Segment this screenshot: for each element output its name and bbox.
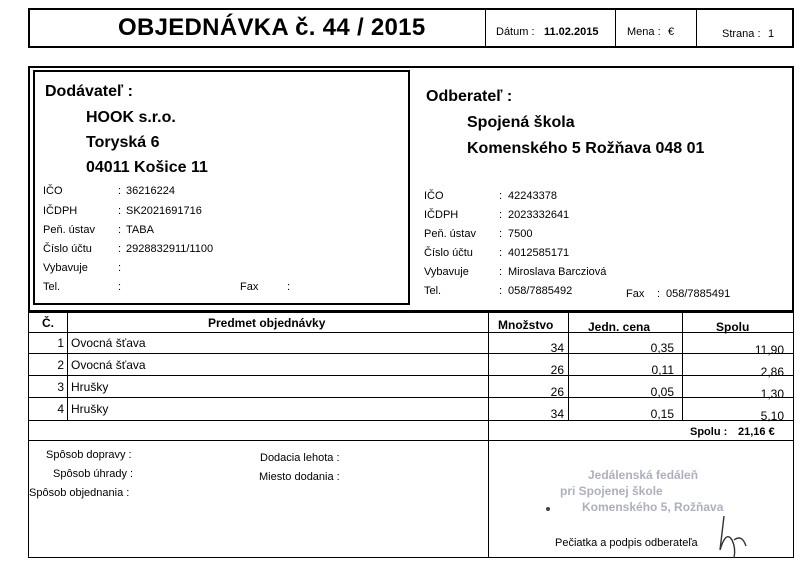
supplier-icdph-value: SK2021691716 [126, 205, 202, 217]
customer-icdph-value: 2023332641 [508, 209, 570, 221]
supplier-street: Toryská 6 [86, 134, 160, 151]
row-qty: 26 [550, 385, 564, 399]
row-qty: 34 [550, 341, 564, 355]
table-rule [28, 440, 794, 441]
table-rule [28, 375, 794, 376]
signature-label: Pečiatka a podpis odberateľa [555, 537, 698, 549]
customer-bank-value: 7500 [508, 228, 533, 240]
colon: : [287, 281, 291, 293]
supplier-heading: Dodávateľ : [45, 83, 133, 100]
table-rule [28, 332, 794, 333]
date-value: 11.02.2015 [544, 26, 599, 38]
colon: : [499, 247, 503, 259]
supplier-account-label: Číslo účtu [43, 243, 92, 255]
divider [696, 9, 697, 47]
colon: : [499, 266, 503, 278]
col-header-total: Spolu [716, 320, 750, 334]
col-header-item: Predmet objednávky [208, 316, 326, 330]
currency-label: Mena : [627, 26, 661, 38]
table-col [488, 312, 489, 558]
colon: : [118, 185, 122, 197]
colon: : [499, 228, 503, 240]
delivery-place-label: Miesto dodania : [259, 471, 340, 483]
supplier-bank-value: TABA [126, 224, 154, 236]
colon: : [118, 281, 122, 293]
row-no: 2 [57, 358, 64, 372]
divider [615, 9, 616, 47]
supplier-tel-label: Tel. [43, 281, 61, 293]
row-qty: 34 [550, 407, 564, 421]
col-header-no: Č. [42, 316, 54, 330]
colon: : [499, 190, 503, 202]
row-qty: 26 [550, 363, 564, 377]
row-unit-price: 0,05 [650, 385, 674, 399]
customer-tel-value: 058/7885492 [508, 285, 573, 297]
table-col [67, 312, 68, 420]
customer-fax-label: Fax [626, 288, 645, 300]
customer-address: Komenského 5 Rožňava 048 01 [467, 140, 705, 157]
row-total: 1,30 [760, 387, 784, 401]
transport-label: Spôsob dopravy : [46, 449, 132, 461]
supplier-fax-label: Fax [240, 281, 259, 293]
supplier-city: 04011 Košice 11 [86, 159, 208, 176]
colon: : [118, 205, 122, 217]
stamp-line: Jedálenská fedáleň [588, 468, 699, 482]
customer-fax-value: 058/7885491 [666, 288, 731, 300]
supplier-ico-value: 36216224 [126, 185, 175, 197]
page-value: 1 [768, 28, 775, 40]
divider [485, 9, 486, 47]
row-no: 4 [57, 402, 64, 416]
supplier-account-value: 2928832911/1100 [126, 243, 214, 255]
customer-bank-label: Peň. ústav [424, 228, 476, 240]
colon: : [118, 224, 122, 236]
colon: : [118, 262, 122, 274]
document-title: OBJEDNÁVKA č. 44 / 2015 [118, 14, 426, 41]
row-item: Ovocná šťava [71, 336, 146, 350]
row-unit-price: 0,35 [650, 341, 674, 355]
supplier-bank-label: Peň. ústav [43, 224, 95, 236]
supplier-ico-label: IČO [43, 185, 63, 197]
signature-scribble [712, 510, 752, 560]
sum-value: 21,16 € [738, 426, 775, 438]
customer-tel-label: Tel. [424, 285, 442, 297]
customer-account-value: 4012585171 [508, 247, 570, 259]
customer-name: Spojená škola [467, 114, 575, 131]
stamp-dot [546, 507, 550, 511]
colon: : [118, 243, 122, 255]
row-unit-price: 0,15 [650, 407, 674, 421]
stamp-line: Komenského 5, Rožňava [582, 500, 724, 514]
stamp-line: pri Spojenej škole [560, 484, 663, 498]
customer-contact-label: Vybavuje [424, 266, 469, 278]
customer-heading: Odberateľ : [426, 88, 513, 105]
table-rule [28, 397, 794, 398]
table-rule [28, 420, 794, 421]
colon: : [499, 285, 503, 297]
delivery-term-label: Dodacia lehota : [260, 452, 340, 464]
customer-ico-label: IČO [424, 190, 444, 202]
table-rule [28, 353, 794, 354]
table-col [682, 312, 683, 420]
date-label: Dátum : [496, 26, 535, 38]
row-total: 2,86 [760, 365, 784, 379]
row-total: 5,10 [760, 409, 784, 423]
customer-contact-value: Miroslava Barcziová [508, 266, 607, 278]
customer-icdph-label: IČDPH [424, 209, 459, 221]
row-unit-price: 0,11 [651, 363, 674, 377]
currency-value: € [668, 26, 675, 38]
payment-label: Spôsob úhrady : [53, 468, 134, 480]
colon: : [657, 288, 661, 300]
supplier-icdph-label: IČDPH [43, 205, 78, 217]
supplier-name: HOOK s.r.o. [86, 109, 176, 126]
row-no: 3 [57, 380, 64, 394]
row-no: 1 [57, 336, 64, 350]
customer-account-label: Číslo účtu [424, 247, 473, 259]
col-header-unit: Jedn. cena [588, 320, 651, 334]
row-total: 11,90 [754, 343, 784, 357]
row-item: Hrušky [71, 402, 109, 416]
supplier-box [33, 70, 410, 305]
row-item: Hrušky [71, 380, 109, 394]
row-item: Ovocná šťava [71, 358, 146, 372]
order-method-label: Spôsob objednania : [29, 487, 130, 499]
table-col [568, 312, 569, 420]
sum-label: Spolu : [690, 426, 728, 438]
customer-ico-value: 42243378 [508, 190, 557, 202]
supplier-contact-label: Vybavuje [43, 262, 88, 274]
col-header-qty: Množstvo [498, 318, 554, 332]
page-label: Strana : [722, 28, 761, 40]
colon: : [499, 209, 503, 221]
